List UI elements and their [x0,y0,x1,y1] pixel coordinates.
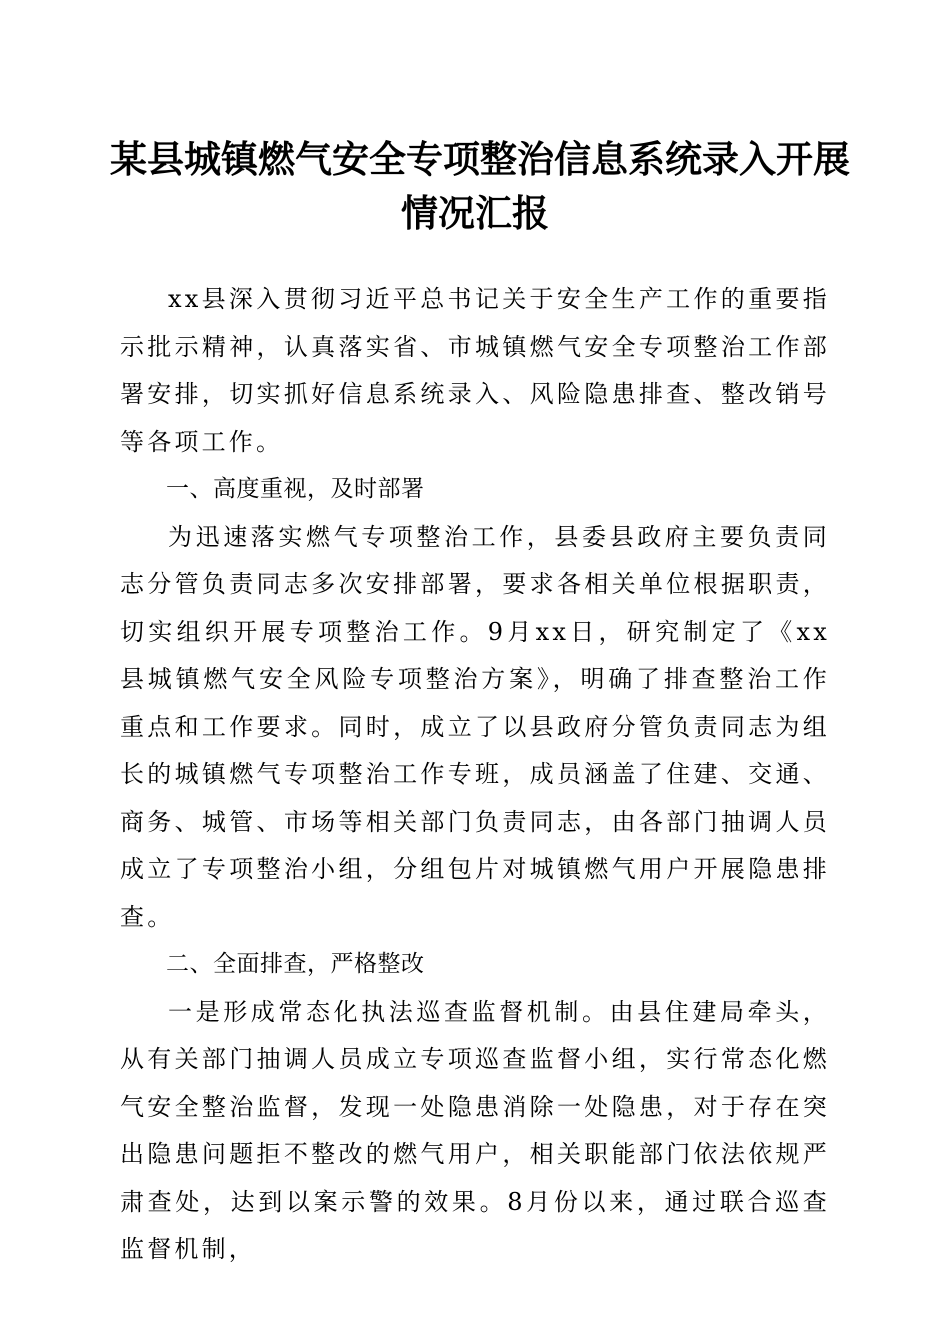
title-line-2: 情况汇报 [401,191,549,235]
title-line-1: 某县城镇燃气安全专项整治信息系统录入开展 [110,137,850,181]
section-2-text: 由县住建局牵头，从有关部门抽调人员成立专项巡查监督小组，实行常态化燃气安全整治监督，发现一处隐患消除一处隐患，对于存在突出隐患问题拒不整改的燃气用户，相关职能部门依法依规严肃查处，达到以案示警的效果。8月份以来，通过联合巡查监督机制， [120,997,830,1263]
section-2-paragraph [120,989,830,1274]
document-body [120,276,830,1274]
document-title [110,132,850,240]
section-1-heading: 一、高度重视，及时部署 [166,476,425,502]
section-1-paragraph: 为迅速落实燃气专项整治工作，县委县政府主要负责同志分管负责同志多次安排部署，要求各相关单位根据职责，切实组织开展专项整治工作。9月xx日，研究制定了《xx县城镇燃气安全风险专项整治方案》，明确了排查整治工作重点和工作要求。同时，成立了以县政府分管负责同志为组长的城镇燃气专项整治工作专班，成员涵盖了住建、交通、商务、城管、市场等相关部门负责同志，由各部门抽调人员成立了专项整治小组，分组包片对城镇燃气用户开展隐患排查。 [120,522,830,931]
section-2-lead: 一是形成常态化执法巡查监督机制。 [168,997,610,1026]
intro-paragraph: xx县深入贯彻习近平总书记关于安全生产工作的重要指示批示精神，认真落实省、市城镇燃气安全专项整治工作部署安排，切实抓好信息系统录入、风险隐患排查、整改销号等各项工作。 [120,285,830,456]
section-2-heading: 二、全面排查，严格整改 [166,951,425,977]
